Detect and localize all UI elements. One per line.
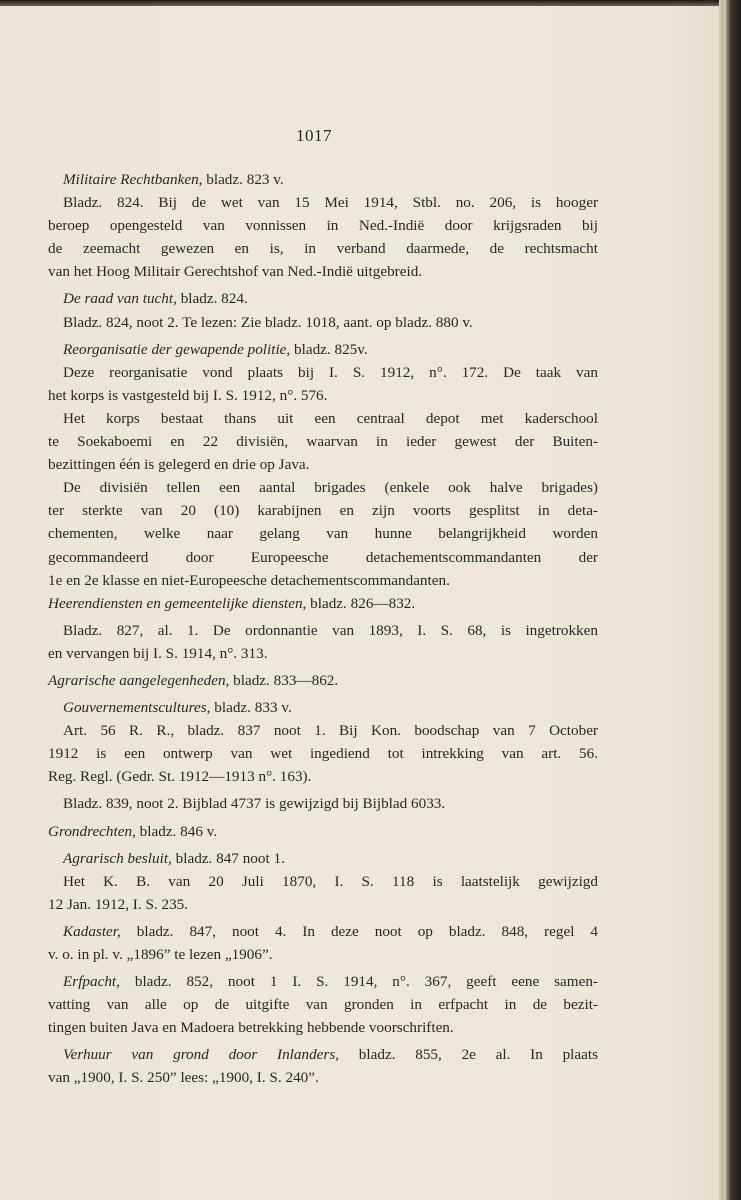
- text-line: [48, 191, 598, 214]
- text-line: [48, 522, 598, 545]
- text-line: [48, 642, 598, 665]
- text-line: [48, 453, 598, 476]
- text-line: [48, 237, 598, 260]
- text-line: [48, 847, 598, 870]
- text-line: [48, 361, 598, 384]
- text-line: [48, 893, 598, 916]
- line-text: vatting van alle op de uitgifte van gronden in erfpacht in de bezit-: [48, 996, 598, 1014]
- text-line: [48, 669, 598, 692]
- text-line: [48, 993, 598, 1016]
- line-text: te Soekaboemi en 22 divisiën, waarvan in ieder gewest der Buiten-: [48, 433, 598, 451]
- line-text: bladz. 823 v.: [202, 171, 284, 188]
- line-text: 12 Jan. 1912, I. S. 235.: [48, 895, 189, 913]
- line-text: Bladz. 824, noot 2. Te lezen: Zie bladz. 1018, aant. op bladz. 880 v.: [63, 313, 473, 331]
- heading-italic: Agrarische aangelegenheden,: [48, 671, 230, 689]
- line-text: bladz. 846 v.: [135, 822, 218, 840]
- line-text: De divisiën tellen een aantal brigades (enkele ook halve brigades): [63, 479, 598, 497]
- text-line: [48, 384, 598, 407]
- heading-italic: Agrarisch besluit,: [63, 849, 172, 867]
- text-line: [48, 870, 598, 893]
- heading-italic: Verhuur van grond door Inlanders,: [63, 1046, 340, 1064]
- heading-italic: Gouvernementscultures,: [63, 699, 211, 717]
- line-text: Reg. Regl. (Gedr. St. 1912—1913 n°. 163).: [48, 768, 312, 786]
- heading-italic: Erfpacht,: [63, 973, 120, 991]
- line-text: van „1900, I. S. 250” lees: „1900, I. S. 240”.: [48, 1069, 319, 1087]
- text-line: [48, 1066, 598, 1089]
- heading-italic: Reorganisatie der gewapende politie,: [63, 340, 291, 358]
- text-line: [48, 214, 598, 237]
- text-line: [48, 970, 598, 993]
- heading-italic: Militaire Rechtbanken,: [63, 171, 203, 188]
- line-text: Bladz. 824. Bij de wet van 15 Mei 1914, Stbl. no. 206, is hooger: [63, 194, 598, 212]
- heading-italic: Kadaster,: [63, 922, 121, 940]
- line-text: v. o. in pl. v. „1896” te lezen „1906”.: [48, 946, 273, 963]
- text-line: [48, 1043, 598, 1066]
- text-line: [48, 168, 598, 191]
- text-line: [48, 287, 598, 310]
- line-text: van het Hoog Militair Gerechtshof van Ned.-Indië uitgebreid.: [48, 263, 423, 281]
- line-text: bladz. 847 noot 1.: [171, 849, 285, 867]
- text-line: [48, 476, 598, 499]
- line-text: beroep opengesteld van vonnissen in Ned.-Indië door krijgsraden bij: [48, 217, 598, 235]
- line-text: bladz. 847, noot 4. In deze noot op bladz. 848, regel 4: [120, 922, 598, 940]
- text-line: [48, 696, 598, 719]
- line-text: chementen, welke naar gelang van hunne belangrijkheid worden: [48, 525, 598, 543]
- heading-italic: Heerendiensten en gemeentelijke diensten,: [48, 594, 307, 612]
- line-text: Deze reorganisatie vond plaats bij I. S. 1912, n°. 172. De taak van: [63, 363, 598, 381]
- line-text: ter sterkte van 20 (10) karabijnen en zijn voorts gesplitst in deta-: [48, 502, 598, 520]
- line-text: Bladz. 827, al. 1. De ordonnantie van 1893, I. S. 68, is ingetrokken: [63, 621, 598, 639]
- line-text: bladz. 826—832.: [306, 594, 416, 612]
- line-text: Art. 56 R. R., bladz. 837 noot 1. Bij Kon. boodschap van 7 October: [63, 722, 598, 740]
- text-line: [48, 338, 598, 361]
- text-line: [48, 430, 598, 453]
- line-text: de zeemacht gewezen en is, in verband daarmede, de rechtsmacht: [48, 240, 598, 258]
- text-line: [48, 592, 598, 615]
- line-text: bladz. 855, 2e al. In plaats: [339, 1046, 599, 1064]
- text-line: [48, 765, 598, 788]
- text-line: [48, 943, 598, 966]
- page-number: 1017: [296, 126, 332, 145]
- line-text: Het K. B. van 20 Juli 1870, I. S. 118 is laatstelijk gewijzigd: [63, 872, 598, 890]
- text-line: [48, 1016, 598, 1039]
- text-line: [48, 499, 598, 522]
- line-text: Bladz. 839, noot 2. Bijblad 4737 is gewijzigd bij Bijblad 6033.: [63, 795, 446, 813]
- line-text: en vervangen bij I. S. 1914, n°. 313.: [48, 644, 268, 662]
- text-line: [48, 260, 598, 283]
- line-text: bladz. 824.: [176, 290, 248, 308]
- heading-italic: De raad van tucht,: [63, 290, 177, 308]
- body-text: [48, 168, 598, 1090]
- text-line: [48, 742, 598, 765]
- text-line: [48, 569, 598, 592]
- book-binding-edge: [719, 0, 741, 1200]
- line-text: 1912 is een ontwerp van wet ingediend tot intrekking van art. 56.: [48, 745, 598, 763]
- text-line: [48, 311, 598, 334]
- line-text: het korps is vastgesteld bij I. S. 1912, n°. 576.: [48, 386, 328, 404]
- text-line: [48, 719, 598, 742]
- line-text: bladz. 852, noot 1 I. S. 1914, n°. 367, geeft eene samen-: [119, 973, 598, 991]
- line-text: 1e en 2e klasse en niet-Europeesche detachementscommandanten.: [48, 571, 450, 589]
- page-top-shadow: [0, 0, 741, 6]
- line-text: gecommandeerd door Europeesche detachementscommandanten der: [48, 548, 598, 566]
- text-line: [48, 792, 598, 815]
- line-text: bladz. 833—862.: [229, 671, 339, 689]
- line-text: tingen buiten Java en Madoera betrekking hebbende voorschriften.: [48, 1019, 454, 1037]
- line-text: Het korps bestaat thans uit een centraal depot met kaderschool: [63, 409, 598, 427]
- text-line: [48, 407, 598, 430]
- text-line: [48, 820, 598, 843]
- line-text: bladz. 825v.: [290, 340, 368, 358]
- text-line: [48, 546, 598, 569]
- heading-italic: Grondrechten,: [48, 822, 136, 840]
- line-text: bladz. 833 v.: [210, 699, 292, 717]
- line-text: bezittingen één is gelegerd en drie op Java.: [48, 456, 310, 474]
- text-line: [48, 619, 598, 642]
- text-line: [48, 920, 598, 943]
